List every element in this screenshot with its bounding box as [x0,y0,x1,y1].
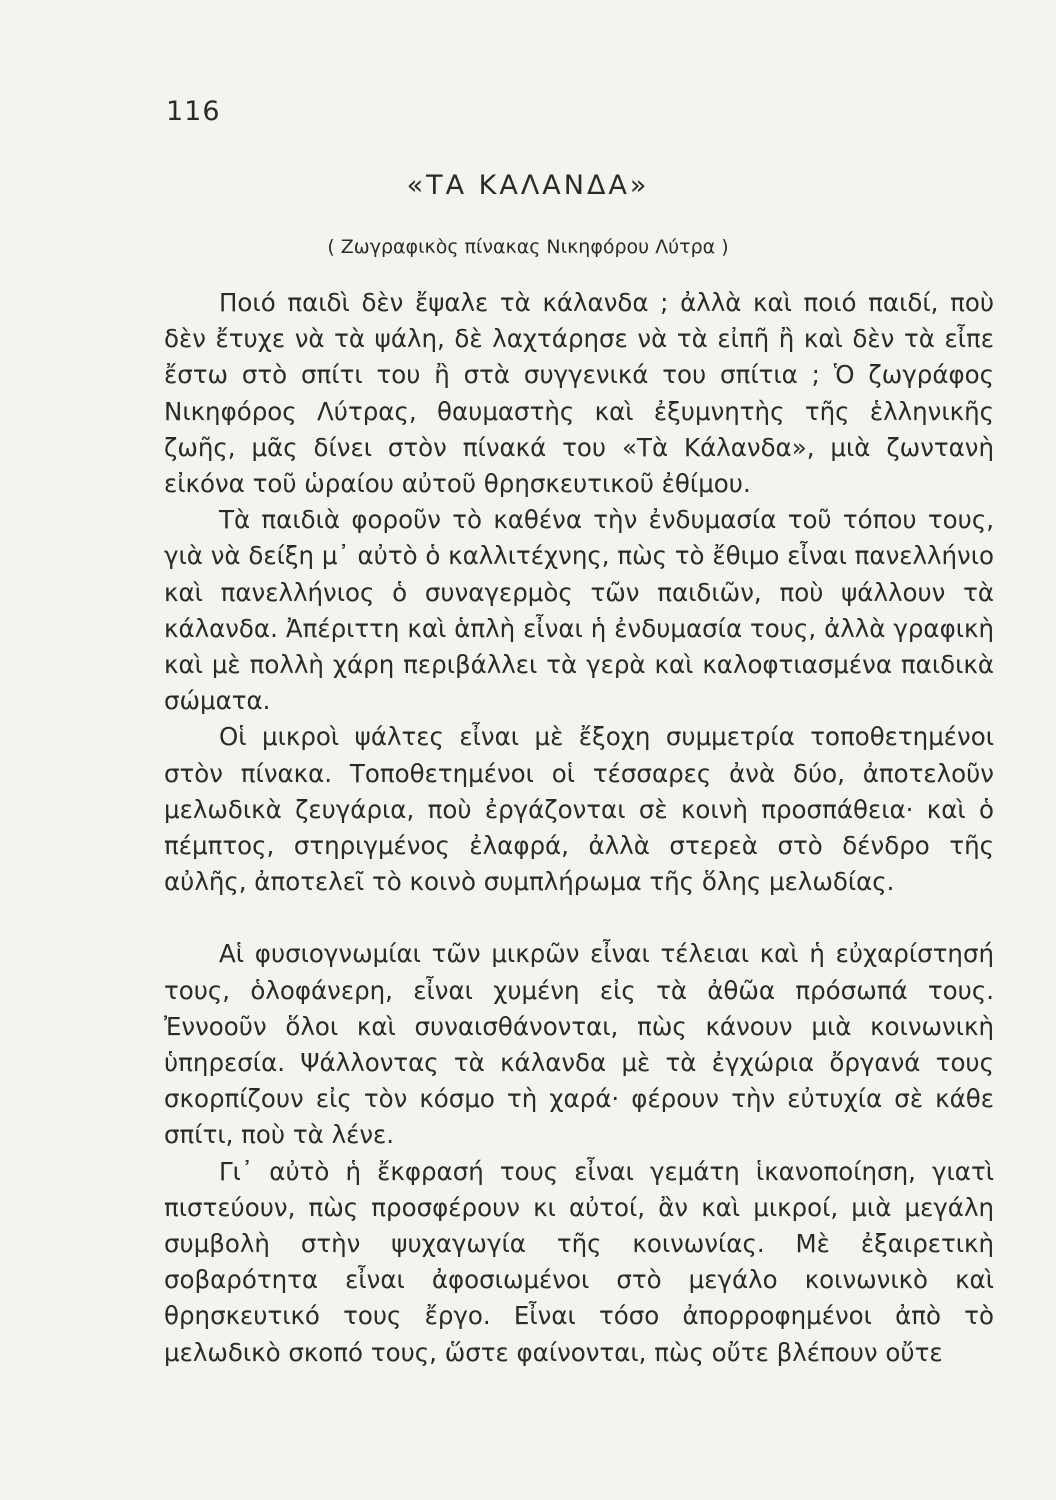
subtitle: ( Ζωγραφικὸς πίνακας Νικηφόρου Λύτρα ) [327,236,729,258]
paragraph: Αἱ φυσιογνωμίαι τῶν μικρῶν εἶναι τέλειαι καὶ ἡ εὐχαρίστησή τους, ὁλοφάνερη, εἶναι χυμένη εἰς τὰ ἀθῶα πρόσωπά τους. Ἐννοοῦν ὅλοι καὶ συναισθάνονται, πὼς κάνουν μιὰ κοινωνικὴ ὑπηρεσία. Ψάλλοντας τὰ κάλανδα μὲ τὰ ἐγχώρια ὄργανά τους σκορπίζουν εἰς τὸν κόσμο τὴ χαρά· φέρουν τὴν εὐτυχία σὲ κάθε σπίτι, ποὺ τὰ λένε. [164,939,994,1150]
page-number: 116 [166,96,221,127]
paragraph: Τὰ παιδιὰ φοροῦν τὸ καθένα τὴν ἐνδυμασία τοῦ τόπου τους, γιὰ νὰ δείξη μ᾿ αὐτὸ ὁ καλλιτέχνης, πὼς τὸ ἔθιμο εἶναι πανελλήνιο καὶ πανελλήνιος ὁ συναγερμὸς τῶν παιδιῶν, ποὺ ψάλλουν τὰ κάλανδα. Ἀπέριττη καὶ ἁπλὴ εἶναι ἡ ἐνδυμασία τους, ἀλλὰ γραφικὴ καὶ μὲ πολλὴ χάρη περιβάλλει τὰ γερὰ καὶ καλοφτιασμένα παιδικὰ σώματα. [164,505,994,716]
page-title: «ΤΑ ΚΑΛΑΝΔΑ» [406,170,650,201]
paragraph: Ποιό παιδὶ δὲν ἔψαλε τὰ κάλανδα ; ἀλλὰ καὶ ποιό παιδί, ποὺ δὲν ἔτυχε νὰ τὰ ψάλη, δὲ λαχτάρησε νὰ τὰ εἰπῆ ἢ καὶ δὲν τὰ εἶπε ἔστω στὸ σπίτι του ἢ στὰ συγγενικά του σπίτια ; Ὁ ζωγράφος Νικηφόρος Λύτρας, θαυμαστὴς καὶ ἐξυμνητὴς τῆς ἑλληνικῆς ζωῆς, μᾶς δίνει στὸν πίνακά του «Τὰ Κάλανδα», μιὰ ζωντανὴ εἰκόνα τοῦ ὡραίου αὐτοῦ θρησκευτικοῦ ἐθίμου. [164,288,994,499]
paragraph: Οἱ μικροὶ ψάλτες εἶναι μὲ ἔξοχη συμμετρία τοποθετημένοι στὸν πίνακα. Τοποθετημένοι οἱ τέσσαρες ἀνὰ δύο, ἀποτελοῦν μελωδικὰ ζευγάρια, ποὺ ἐργάζονται σὲ κοινὴ προσπάθεια· καὶ ὁ πέμπτος, στηριγμένος ἐλαφρά, ἀλλὰ στερεὰ στὸ δένδρο τῆς αὐλῆς, ἀποτελεῖ τὸ κοινὸ συμπλήρωμα τῆς ὅλης μελωδίας. [164,722,994,897]
paragraph: Γι᾿ αὐτὸ ἡ ἔκφρασή τους εἶναι γεμάτη ἱκανοποίηση, γιατὶ πιστεύουν, πὼς προσφέρουν κι αὐτοί, ἂν καὶ μικροί, μιὰ μεγάλη συμβολὴ στὴν ψυχαγωγία τῆς κοινωνίας. Μὲ ἐξαιρετικὴ σοβαρότητα εἶναι ἀφοσιωμένοι στὸ μεγάλο κοινωνικὸ καὶ θρησκευτικό τους ἔργο. Εἶναι τόσο ἀπορροφημένοι ἀπὸ τὸ μελωδικὸ σκοπό τους, ὥστε φαίνονται, πὼς οὔτε βλέπουν οὔτε [164,1156,994,1367]
body-text [164,285,994,1371]
